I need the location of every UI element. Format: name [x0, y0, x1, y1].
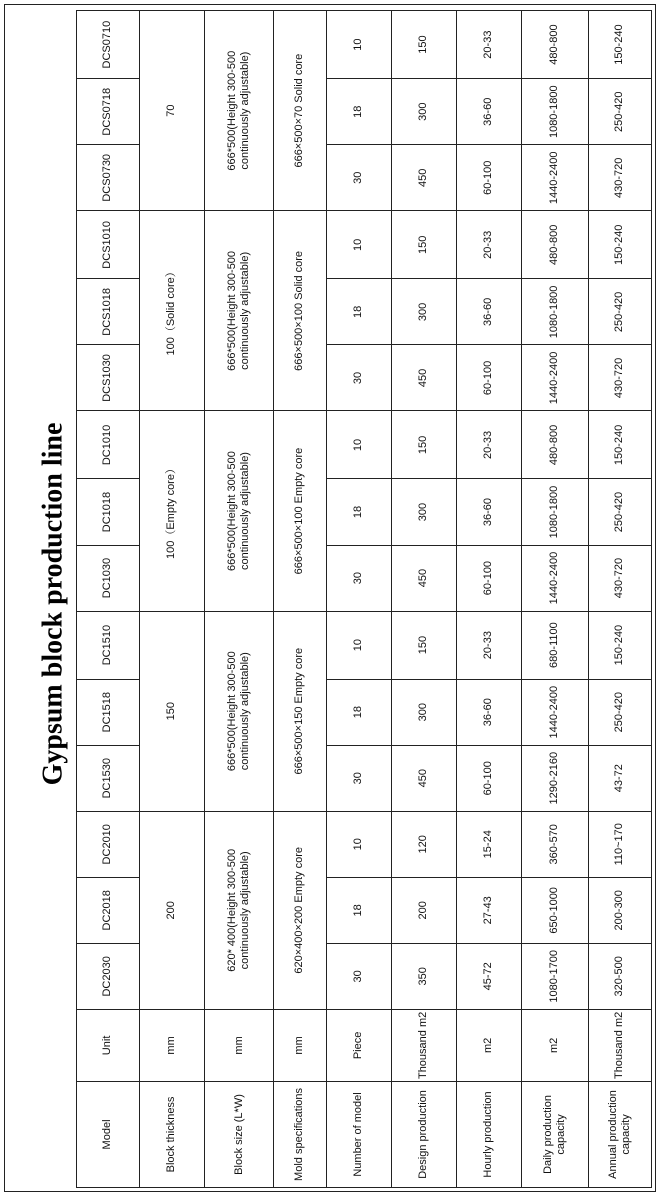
value-cell: 15-24: [456, 811, 521, 877]
value-cell: 480-800: [521, 211, 588, 279]
value-cell: 36-60: [456, 679, 521, 745]
value-cell: 20-33: [456, 11, 521, 79]
group-cell: 666*500(Height 300-500 continuously adjustable): [205, 11, 274, 211]
row-header: Block size (L*W): [205, 1081, 274, 1187]
value-cell: 350: [391, 943, 456, 1009]
value-cell: DCS0718: [77, 79, 140, 145]
value-cell: 1440-2400: [521, 145, 588, 211]
hourly-production-row: [456, 11, 521, 1188]
mold-spec-row: [274, 11, 327, 1188]
value-cell: 150-240: [588, 211, 651, 279]
value-cell: 18: [326, 279, 391, 345]
unit-cell: Unit: [77, 1009, 140, 1081]
value-cell: 1440-2400: [521, 679, 588, 745]
unit-cell: mm: [274, 1009, 327, 1081]
value-cell: 150-240: [588, 11, 651, 79]
row-header: Hourly production: [456, 1081, 521, 1187]
group-cell: 666×500×100 Empty core: [274, 411, 327, 611]
value-cell: 10: [326, 411, 391, 479]
row-header: Daily production capacity: [521, 1081, 588, 1187]
value-cell: 1080-1800: [521, 479, 588, 545]
value-cell: 300: [391, 679, 456, 745]
production-table: [76, 10, 652, 1188]
document-title-area: [23, 19, 83, 1189]
group-cell: 666*500(Height 300-500 continuously adjustable): [205, 611, 274, 811]
value-cell: 150-240: [588, 611, 651, 679]
group-cell: 70: [139, 11, 204, 211]
value-cell: 480-800: [521, 11, 588, 79]
unit-cell: m2: [456, 1009, 521, 1081]
value-cell: 430-720: [588, 145, 651, 211]
value-cell: 250-420: [588, 279, 651, 345]
value-cell: 1440-2400: [521, 545, 588, 611]
value-cell: 1080-1700: [521, 943, 588, 1009]
document-title: Gypsum block production line: [37, 422, 69, 786]
value-cell: 20-33: [456, 611, 521, 679]
value-cell: 60-100: [456, 145, 521, 211]
value-cell: 650-1000: [521, 877, 588, 943]
group-cell: 666×500×150 Empty core: [274, 611, 327, 811]
value-cell: DC2018: [77, 877, 140, 943]
value-cell: 18: [326, 79, 391, 145]
value-cell: 30: [326, 145, 391, 211]
group-cell: 100（Empty core）: [139, 411, 204, 611]
row-header: Block thickness: [139, 1081, 204, 1187]
value-cell: 150: [391, 411, 456, 479]
row-header: Mold specifications: [274, 1081, 327, 1187]
value-cell: 18: [326, 877, 391, 943]
row-header: Annual production capacity: [588, 1081, 651, 1187]
value-cell: 20-33: [456, 411, 521, 479]
value-cell: 430-720: [588, 545, 651, 611]
value-cell: 1080-1800: [521, 79, 588, 145]
value-cell: 300: [391, 79, 456, 145]
value-cell: 10: [326, 811, 391, 877]
value-cell: 36-60: [456, 479, 521, 545]
block-size-row: [205, 11, 274, 1188]
value-cell: 10: [326, 11, 391, 79]
value-cell: 30: [326, 345, 391, 411]
block-thickness-row: [139, 11, 204, 1188]
unit-cell: mm: [205, 1009, 274, 1081]
value-cell: 1080-1800: [521, 279, 588, 345]
value-cell: DC1030: [77, 545, 140, 611]
group-cell: 620×400×200 Empty core: [274, 811, 327, 1009]
row-header: Design production: [391, 1081, 456, 1187]
value-cell: 150: [391, 11, 456, 79]
group-cell: 620* 400(Height 300-500 continuously adjustable): [205, 811, 274, 1009]
value-cell: DC1510: [77, 611, 140, 679]
value-cell: 110~170: [588, 811, 651, 877]
value-cell: 450: [391, 345, 456, 411]
value-cell: 320-500: [588, 943, 651, 1009]
value-cell: 450: [391, 745, 456, 811]
unit-cell: mm: [139, 1009, 204, 1081]
value-cell: 18: [326, 479, 391, 545]
unit-cell: Piece: [326, 1009, 391, 1081]
value-cell: 150: [391, 211, 456, 279]
value-cell: 60-100: [456, 345, 521, 411]
value-cell: 200-300: [588, 877, 651, 943]
value-cell: 150: [391, 611, 456, 679]
value-cell: 200: [391, 877, 456, 943]
value-cell: 30: [326, 943, 391, 1009]
design-production-row: [391, 11, 456, 1188]
unit-cell: m2: [521, 1009, 588, 1081]
value-cell: DC1530: [77, 745, 140, 811]
value-cell: 680-1100: [521, 611, 588, 679]
value-cell: 150-240: [588, 411, 651, 479]
value-cell: DCS0730: [77, 145, 140, 211]
value-cell: 250-420: [588, 79, 651, 145]
value-cell: 450: [391, 545, 456, 611]
model-row: [77, 11, 140, 1188]
value-cell: 450: [391, 145, 456, 211]
group-cell: 666×500×70 Solid core: [274, 11, 327, 211]
value-cell: 360-570: [521, 811, 588, 877]
group-cell: 200: [139, 811, 204, 1009]
value-cell: DC2030: [77, 943, 140, 1009]
value-cell: 30: [326, 545, 391, 611]
row-header: Model: [77, 1081, 140, 1187]
value-cell: 300: [391, 279, 456, 345]
value-cell: 250-420: [588, 679, 651, 745]
value-cell: DCS1030: [77, 345, 140, 411]
value-cell: 430-720: [588, 345, 651, 411]
value-cell: DCS1010: [77, 211, 140, 279]
group-cell: 100（Solid core）: [139, 211, 204, 411]
value-cell: DC1018: [77, 479, 140, 545]
value-cell: 250-420: [588, 479, 651, 545]
annual-capacity-row: [588, 11, 651, 1188]
row-header: Number of model: [326, 1081, 391, 1187]
value-cell: 60-100: [456, 545, 521, 611]
unit-cell: Thousand m2: [588, 1009, 651, 1081]
value-cell: 480-800: [521, 411, 588, 479]
value-cell: 36-60: [456, 279, 521, 345]
value-cell: 30: [326, 745, 391, 811]
daily-capacity-row: [521, 11, 588, 1188]
number-of-model-row: [326, 11, 391, 1188]
value-cell: DC1010: [77, 411, 140, 479]
group-cell: 666×500×100 Solid core: [274, 211, 327, 411]
value-cell: DC1518: [77, 679, 140, 745]
value-cell: 10: [326, 611, 391, 679]
value-cell: 20-33: [456, 211, 521, 279]
group-cell: 666*500(Height 300-500 continuously adjustable): [205, 211, 274, 411]
value-cell: 120: [391, 811, 456, 877]
value-cell: 43-72: [588, 745, 651, 811]
value-cell: 1440-2400: [521, 345, 588, 411]
unit-cell: Thousand m2: [391, 1009, 456, 1081]
group-cell: 666*500(Height 300-500 continuously adjustable): [205, 411, 274, 611]
value-cell: DC2010: [77, 811, 140, 877]
value-cell: 1290-2160: [521, 745, 588, 811]
value-cell: 60-100: [456, 745, 521, 811]
group-cell: 150: [139, 611, 204, 811]
production-table-rotated: [76, 10, 652, 1188]
value-cell: DCS1018: [77, 279, 140, 345]
value-cell: DCS0710: [77, 11, 140, 79]
value-cell: 300: [391, 479, 456, 545]
value-cell: 45-72: [456, 943, 521, 1009]
value-cell: 27-43: [456, 877, 521, 943]
value-cell: 18: [326, 679, 391, 745]
value-cell: 10: [326, 211, 391, 279]
value-cell: 36-60: [456, 79, 521, 145]
